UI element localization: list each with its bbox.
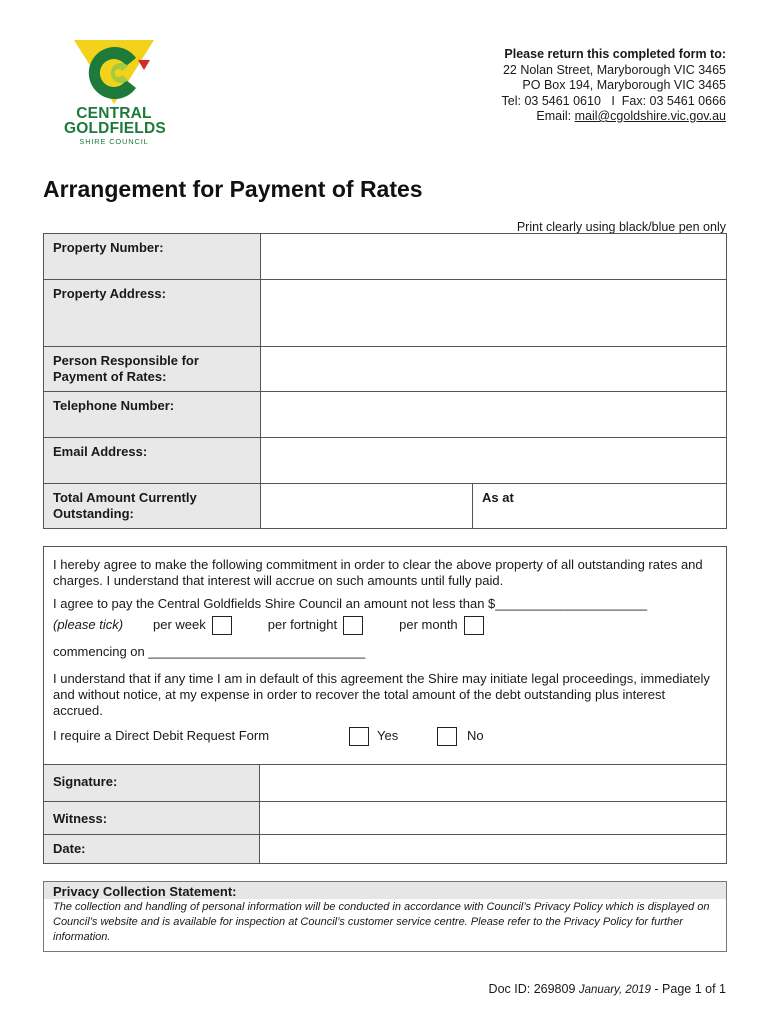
doc-date: January, 2019 bbox=[578, 984, 651, 996]
email-field[interactable] bbox=[261, 438, 727, 484]
per-week-checkbox[interactable] bbox=[212, 616, 232, 635]
signature-field[interactable] bbox=[260, 765, 727, 802]
logo-text-shire-council: SHIRE COUNCIL bbox=[79, 137, 149, 146]
council-logo bbox=[64, 36, 164, 146]
telephone-field[interactable] bbox=[261, 392, 727, 438]
page-footer bbox=[489, 982, 726, 996]
property-number-label: Property Number: bbox=[44, 234, 261, 280]
per-fortnight-label: per fortnight bbox=[267, 617, 338, 632]
as-at-label: As at bbox=[482, 490, 514, 505]
logo-text-goldfields: GOLDFIELDS bbox=[64, 120, 166, 137]
property-address-field[interactable] bbox=[261, 280, 727, 347]
page-title: Arrangement for Payment of Rates bbox=[43, 176, 423, 202]
person-responsible-label bbox=[44, 347, 261, 392]
direct-debit-label: I require a Direct Debit Request Form bbox=[53, 728, 270, 743]
please-tick-label: (please tick) bbox=[53, 617, 124, 632]
logo-text-central: CENTRAL bbox=[76, 105, 152, 122]
date-field[interactable] bbox=[260, 835, 727, 864]
direct-debit-yes-checkbox[interactable] bbox=[349, 727, 369, 746]
signature-table bbox=[43, 764, 727, 864]
agreement-paragraph-2: I agree to pay the Central Goldfields Shire Council an amount not less than $_____________________ bbox=[53, 596, 648, 611]
per-month-checkbox[interactable] bbox=[464, 616, 484, 635]
person-responsible-line1: Person Responsible for bbox=[53, 353, 199, 368]
logo-emblem-icon bbox=[64, 36, 164, 106]
return-email-link[interactable]: mail@cgoldshire.vic.gov.au bbox=[574, 109, 726, 123]
agreement-paragraph-3: I understand that if any time I am in default of this agreement the Shire may initiate legal proceedings, immediately and without notice, at my expense in order to recover the total amount of the debt outstanding plus interest accrued. bbox=[53, 671, 710, 718]
signature-label: Signature: bbox=[44, 765, 260, 802]
person-responsible-field[interactable] bbox=[261, 347, 727, 392]
return-heading: Please return this completed form to: bbox=[504, 47, 726, 61]
doc-id: Doc ID: 269809 bbox=[488, 982, 579, 996]
direct-debit-no-label: No bbox=[467, 728, 484, 743]
return-email-row bbox=[502, 109, 726, 125]
total-outstanding-field[interactable] bbox=[261, 484, 473, 529]
total-outstanding-line2: Outstanding: bbox=[53, 506, 134, 521]
page-number: - Page 1 of 1 bbox=[650, 982, 726, 996]
print-instruction: Print clearly using black/blue pen only bbox=[516, 220, 726, 234]
return-po-box: PO Box 194, Maryborough VIC 3465 bbox=[522, 78, 726, 92]
as-at-field[interactable] bbox=[473, 484, 727, 529]
agreement-paragraph-1: I hereby agree to make the following commitment in order to clear the above property of all outstanding rates and charges. I understand that interest will accrue on such amounts until fully paid. bbox=[53, 557, 703, 588]
date-label: Date: bbox=[44, 835, 260, 864]
privacy-heading: Privacy Collection Statement: bbox=[44, 882, 726, 899]
property-address-label: Property Address: bbox=[44, 280, 261, 347]
per-month-label: per month bbox=[399, 617, 458, 632]
property-details-table bbox=[43, 233, 727, 529]
privacy-statement bbox=[43, 881, 727, 952]
direct-debit-row bbox=[53, 726, 717, 746]
return-address-block bbox=[502, 47, 726, 125]
agreement-section bbox=[43, 546, 727, 765]
return-tel-fax: Tel: 03 5461 0610 I Fax: 03 5461 0666 bbox=[501, 93, 726, 108]
total-outstanding-line1: Total Amount Currently bbox=[53, 490, 197, 505]
commencing-on: commencing on ______________________________ bbox=[53, 644, 366, 659]
person-responsible-line2: Payment of Rates: bbox=[53, 369, 167, 384]
email-label: Email Address: bbox=[44, 438, 261, 484]
privacy-body: The collection and handling of personal information will be conducted in accordance with Council’s Privacy Policy which is displayed on Council’s website and is available for inspection at Council’s customer service centre. Please refer to the Privacy Policy for further information. bbox=[53, 901, 710, 943]
total-outstanding-label bbox=[44, 484, 261, 529]
direct-debit-no-checkbox[interactable] bbox=[437, 727, 457, 746]
per-week-label: per week bbox=[153, 617, 206, 632]
return-email-label: Email: bbox=[536, 109, 575, 123]
witness-label: Witness: bbox=[44, 802, 260, 835]
direct-debit-yes-label: Yes bbox=[377, 728, 399, 743]
property-number-field[interactable] bbox=[261, 234, 727, 280]
telephone-label: Telephone Number: bbox=[44, 392, 261, 438]
per-fortnight-checkbox[interactable] bbox=[343, 616, 363, 635]
return-street: 22 Nolan Street, Maryborough VIC 3465 bbox=[502, 62, 726, 77]
witness-field[interactable] bbox=[260, 802, 727, 835]
frequency-row bbox=[53, 615, 717, 635]
